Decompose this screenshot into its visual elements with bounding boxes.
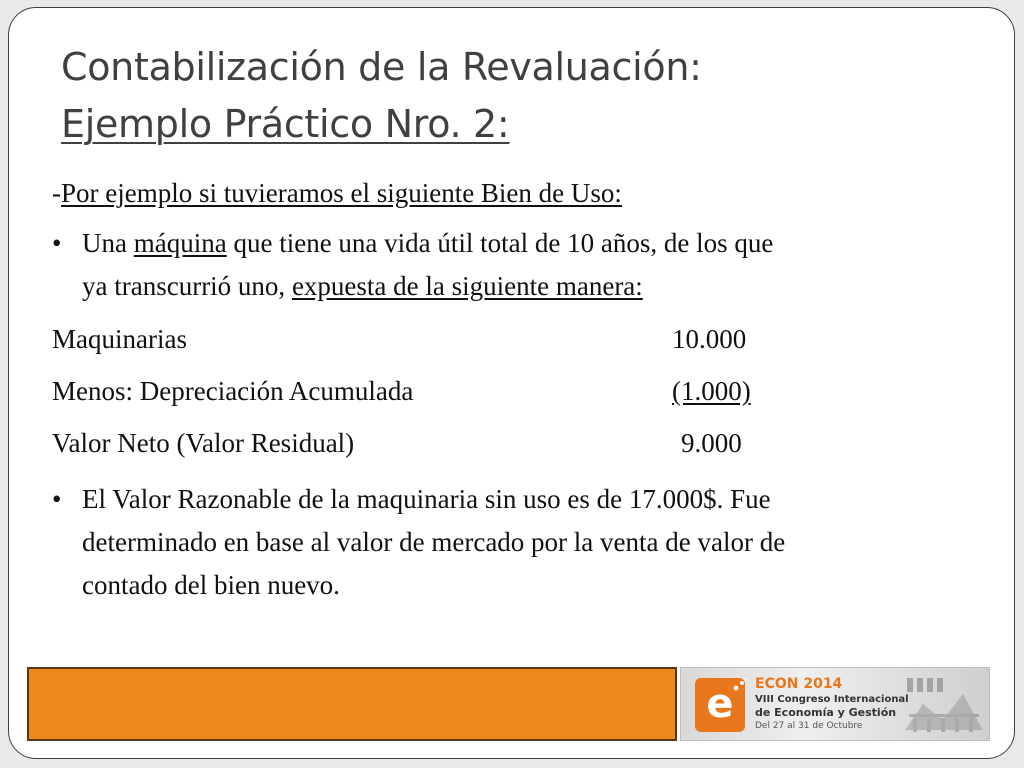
row-label: Valor Neto (Valor Residual) xyxy=(52,428,355,458)
table-row-2 xyxy=(52,376,413,407)
title-line-1: Contabilización de la Revaluación: xyxy=(61,45,702,89)
row-label: Maquinarias xyxy=(52,324,187,354)
expuesta-underlined: expuesta de la siguiente manera: xyxy=(291,271,643,301)
bullet-1-line-1: Una máquina que tiene una vida útil total de 10 años, de los que xyxy=(82,228,774,258)
maquina-underlined: máquina xyxy=(133,228,227,258)
university-building-icon xyxy=(903,674,985,738)
row-label: Menos: Depreciación Acumulada xyxy=(52,376,414,406)
bullet-2-line-2: determinado en base al valor de mercado por la venta de valor de xyxy=(82,527,786,557)
title-line-2: Ejemplo Práctico Nro. 2: xyxy=(61,102,510,146)
bullet-marker: • xyxy=(52,484,62,514)
intro-text: Por ejemplo si tuvieramos el siguiente Bien de Uso: xyxy=(61,178,622,208)
econ-logo xyxy=(680,667,990,741)
bullet-1-line-2: ya transcurrió uno, expuesta de la siguiente manera: xyxy=(82,271,643,301)
bullet-2-line-3: contado del bien nuevo. xyxy=(82,570,340,600)
logo-line-1: VIII Congreso Internacional xyxy=(755,694,909,705)
logo-line-2: de Economía y Gestión xyxy=(755,706,897,719)
signal-dots-icon xyxy=(731,676,749,694)
table-row-3 xyxy=(52,428,354,459)
bullet-2-line-1: El Valor Razonable de la maquinaria sin uso es de 17.000$. Fue xyxy=(82,484,771,514)
row-value-1: 10.000 xyxy=(672,324,747,354)
econ-e-icon: e xyxy=(695,678,745,732)
slide-title xyxy=(61,39,961,153)
row-value-3: 9.000 xyxy=(681,428,742,458)
intro-prefix: - xyxy=(52,178,61,208)
row-value-2: (1.000) xyxy=(672,376,751,406)
intro-line xyxy=(52,178,622,209)
footer-orange-bar xyxy=(27,667,677,741)
logo-dates: Del 27 al 31 de Octubre xyxy=(755,721,863,731)
table-row-1 xyxy=(52,324,187,355)
logo-name: ECON 2014 xyxy=(755,676,843,692)
bullet-marker: • xyxy=(52,228,62,258)
